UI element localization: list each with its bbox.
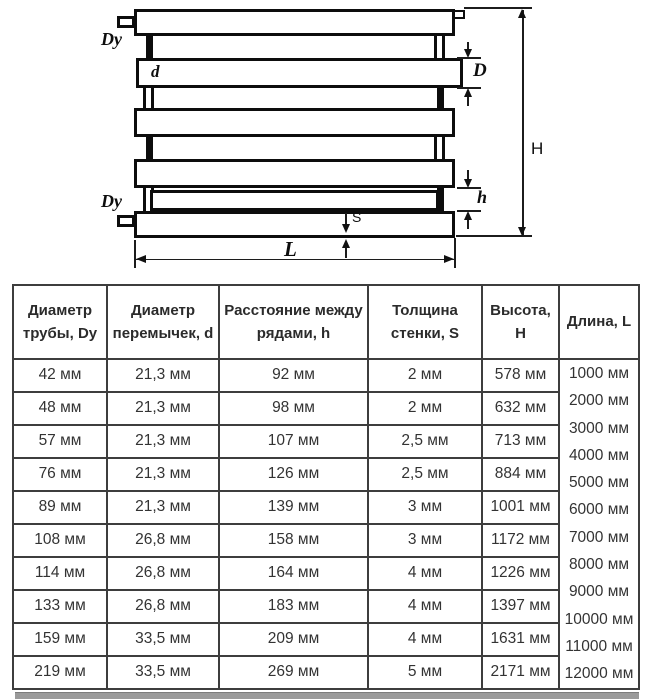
table-cell: 114 мм — [13, 557, 107, 590]
tube-row-3 — [134, 108, 455, 137]
dim-D-arrow-up — [464, 88, 472, 97]
label-Dy-bottom: Dy — [101, 191, 122, 211]
table-cell: 21,3 мм — [107, 359, 219, 392]
label-h: h — [477, 187, 488, 207]
outlet-stub-bottom-left — [117, 215, 135, 227]
length-value: 9000 мм — [568, 583, 630, 601]
table-cell: 4 мм — [368, 623, 482, 656]
table-row — [13, 557, 639, 590]
table-cell: 33,5 мм — [107, 656, 219, 689]
table-cell: 1226 мм — [482, 557, 559, 590]
col-header-height: Высота, H — [482, 285, 559, 359]
table-cell: 183 мм — [219, 590, 368, 623]
table-cell: 48 мм — [13, 392, 107, 425]
length-value: 2000 мм — [568, 392, 630, 410]
length-value: 5000 мм — [568, 474, 630, 492]
table-row — [13, 491, 639, 524]
dim-S-arrow-down — [342, 224, 350, 233]
table-cell: 1397 мм — [482, 590, 559, 623]
table-cell: 209 мм — [219, 623, 368, 656]
table-cell: 33,5 мм — [107, 623, 219, 656]
table-cell: 26,8 мм — [107, 524, 219, 557]
label-H: H — [531, 139, 544, 158]
table-cell: 3 мм — [368, 491, 482, 524]
table-cell: 158 мм — [219, 524, 368, 557]
table-cell: 57 мм — [13, 425, 107, 458]
table-cell: 1172 мм — [482, 524, 559, 557]
table-cell: 5 мм — [368, 656, 482, 689]
dim-S-line-bottom — [345, 248, 347, 258]
table-row — [13, 458, 639, 491]
dim-h-arrow-down — [464, 179, 472, 188]
jumper-left-2-3 — [143, 86, 154, 110]
label-d: d — [151, 62, 160, 81]
length-value: 6000 мм — [568, 501, 630, 519]
spec-table — [12, 284, 640, 690]
dim-L-ext-right — [454, 238, 456, 268]
table-row — [13, 623, 639, 656]
jumper-left-1-2 — [146, 34, 153, 60]
table-cell: 159 мм — [13, 623, 107, 656]
table-cell: 713 мм — [482, 425, 559, 458]
dim-H-arrow-up — [518, 9, 526, 18]
table-cell: 1631 мм — [482, 623, 559, 656]
length-value: 8000 мм — [568, 556, 630, 574]
col-header-jumper-diameter: Диаметр перемычек, d — [107, 285, 219, 359]
dim-S-arrow-up — [342, 239, 350, 248]
table-row — [13, 590, 639, 623]
table-cell: 108 мм — [13, 524, 107, 557]
table-cell: 21,3 мм — [107, 458, 219, 491]
tube-row-6 — [134, 211, 455, 238]
tube-row-5 — [150, 190, 439, 211]
dim-D-arrow-down — [464, 49, 472, 58]
table-cell: 884 мм — [482, 458, 559, 491]
label-D: D — [473, 60, 487, 81]
table-cell: 2 мм — [368, 392, 482, 425]
table-cell: 2,5 мм — [368, 458, 482, 491]
table-cell: 21,3 мм — [107, 491, 219, 524]
jumper-right-1-2 — [434, 34, 445, 60]
col-header-wall-thickness: Толщина стенки, S — [368, 285, 482, 359]
table-cell: 578 мм — [482, 359, 559, 392]
length-value: 12000 мм — [564, 665, 634, 683]
table-cell: 1001 мм — [482, 491, 559, 524]
label-Dy-top: Dy — [101, 29, 122, 49]
table-row — [13, 425, 639, 458]
register-diagram — [0, 0, 647, 282]
length-value: 11000 мм — [565, 637, 633, 655]
header-row — [13, 285, 639, 359]
table-cell: 21,3 мм — [107, 392, 219, 425]
table-cell: 139 мм — [219, 491, 368, 524]
table-cell: 98 мм — [219, 392, 368, 425]
table-cell: 4 мм — [368, 590, 482, 623]
tube-row-1 — [134, 9, 455, 36]
table-cell: 2 мм — [368, 359, 482, 392]
length-value: 3000 мм — [568, 419, 630, 437]
length-value: 4000 мм — [568, 446, 630, 464]
spec-table-body — [13, 359, 639, 689]
table-row — [13, 656, 639, 689]
length-value: 1000 мм — [568, 365, 630, 382]
label-S: S — [352, 209, 362, 225]
table-cell: 76 мм — [13, 458, 107, 491]
table-cell: 26,8 мм — [107, 557, 219, 590]
table-cell: 107 мм — [219, 425, 368, 458]
col-header-pipe-diameter: Диаметр трубы, Dy — [13, 285, 107, 359]
length-merged-cell — [559, 359, 639, 689]
table-cell: 92 мм — [219, 359, 368, 392]
table-cell: 26,8 мм — [107, 590, 219, 623]
table-row — [13, 359, 639, 392]
length-value: 10000 мм — [564, 610, 634, 628]
table-row — [13, 392, 639, 425]
jumper-right-3-4 — [434, 135, 445, 161]
dim-L-arrow-left — [136, 255, 146, 263]
col-header-row-spacing: Расстояние между рядами, h — [219, 285, 368, 359]
dim-H-line — [522, 10, 524, 236]
tube-row-4 — [134, 159, 455, 188]
table-cell: 632 мм — [482, 392, 559, 425]
table-cell: 3 мм — [368, 524, 482, 557]
table-cell: 42 мм — [13, 359, 107, 392]
label-L: L — [284, 237, 297, 261]
table-cell: 4 мм — [368, 557, 482, 590]
table-cell: 2,5 мм — [368, 425, 482, 458]
table-cell: 21,3 мм — [107, 425, 219, 458]
dim-h-arrow-up — [464, 211, 472, 220]
jumper-right-2-3 — [437, 86, 444, 110]
table-row — [13, 524, 639, 557]
table-cell: 126 мм — [219, 458, 368, 491]
table-cell: 89 мм — [13, 491, 107, 524]
length-value: 7000 мм — [568, 528, 630, 546]
table-cell: 2171 мм — [482, 656, 559, 689]
table-cell: 269 мм — [219, 656, 368, 689]
table-cell: 164 мм — [219, 557, 368, 590]
table-cell: 133 мм — [13, 590, 107, 623]
col-header-length: Длина, L — [559, 285, 639, 359]
dim-L-arrow-right — [444, 255, 454, 263]
dim-H-arrow-down — [518, 227, 526, 236]
stub-top-right — [453, 10, 465, 19]
table-cell: 219 мм — [13, 656, 107, 689]
jumper-left-3-4 — [146, 135, 153, 161]
inlet-stub-top-left — [117, 16, 135, 28]
bottom-strip — [15, 692, 639, 699]
tube-row-2 — [136, 58, 463, 88]
